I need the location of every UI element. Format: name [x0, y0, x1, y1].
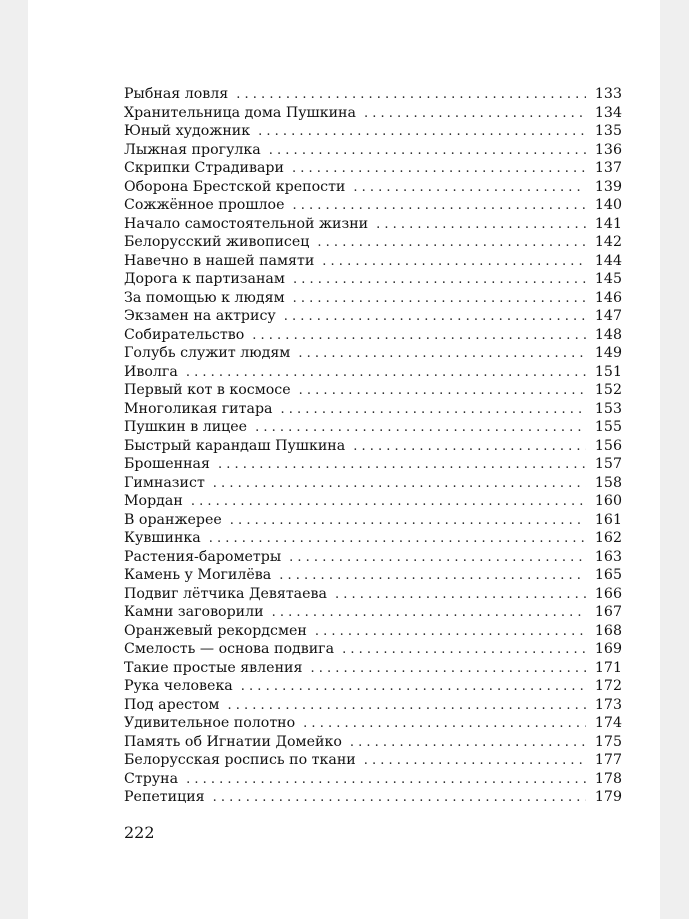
toc-entry	[124, 751, 622, 770]
toc-entry	[124, 714, 622, 733]
toc-entry-page: 147	[594, 308, 622, 324]
dot-leader	[279, 567, 586, 586]
dot-leader	[293, 271, 586, 290]
toc-entry-title: Хранительница дома Пушкина	[124, 104, 356, 121]
toc-entry-title: Собирательство	[124, 326, 245, 343]
dot-leader	[317, 234, 586, 253]
dot-leader	[353, 179, 586, 198]
toc-entry-page: 163	[594, 548, 622, 565]
dot-leader	[255, 419, 586, 438]
dot-leader	[258, 123, 586, 142]
toc-entry-title: Под арестом	[124, 696, 220, 713]
book-page	[28, 0, 660, 919]
toc-entry-page: 172	[594, 678, 622, 694]
toc-entry-title: Струна	[124, 770, 179, 787]
toc-entry	[124, 233, 622, 252]
toc-entry	[124, 603, 622, 622]
dot-leader	[293, 290, 586, 309]
toc-entry	[124, 289, 622, 308]
toc-entry-page: 156	[594, 437, 622, 454]
dot-leader	[292, 160, 586, 179]
toc-entry	[124, 548, 622, 567]
toc-entry-page: 151	[594, 363, 622, 380]
dot-leader	[230, 512, 586, 531]
toc-entry-title: Камни заговорили	[124, 604, 264, 620]
toc-entry-page: 142	[594, 234, 622, 250]
dot-leader	[350, 734, 586, 753]
toc-entry-title: Такие простые явления	[124, 659, 303, 676]
toc-entry-page: 175	[594, 733, 622, 750]
toc-entry-title: Начало самостоятельной жизни	[124, 215, 369, 232]
toc-entry-page: 145	[594, 271, 622, 287]
dot-leader	[213, 475, 586, 494]
toc-entry-page: 148	[594, 326, 622, 343]
toc-entry-page: 178	[594, 770, 622, 787]
toc-entry	[124, 788, 622, 807]
toc-entry	[124, 252, 622, 271]
toc-entry	[124, 770, 622, 789]
dot-leader	[269, 142, 586, 161]
toc-entry	[124, 344, 622, 363]
toc-entry-page: 152	[594, 382, 622, 398]
toc-entry-title: Экзамен на актрису	[124, 308, 276, 324]
toc-entry-page: 139	[594, 178, 622, 195]
toc-entry	[124, 677, 622, 696]
toc-entry-title: Рыбная ловля	[124, 86, 229, 102]
toc-entry	[124, 122, 622, 141]
toc-entry	[124, 659, 622, 678]
toc-entry-title: Навечно в нашей памяти	[124, 252, 315, 269]
dot-leader	[298, 345, 586, 364]
toc-entry-page: 146	[594, 289, 622, 306]
toc-entry-page: 169	[594, 641, 622, 657]
toc-entry-title: Оранжевый рекордсмен	[124, 622, 307, 639]
toc-entry	[124, 455, 622, 474]
toc-entry	[124, 511, 622, 530]
toc-entry-page: 165	[594, 567, 622, 583]
dot-leader	[252, 327, 586, 346]
dot-leader	[186, 771, 586, 790]
dot-leader	[284, 308, 586, 327]
toc-entry-page: 141	[594, 215, 622, 232]
toc-entry-page: 135	[594, 123, 622, 139]
toc-entry	[124, 178, 622, 197]
toc-entry-title: Растения-барометры	[124, 548, 282, 565]
dot-leader	[364, 105, 586, 124]
toc-entry-title: Оборона Брестской крепости	[124, 178, 346, 195]
toc-entry-title: Пушкин в лицее	[124, 419, 248, 435]
toc-entry-title: Репетиция	[124, 789, 205, 805]
toc-entry-title: Быстрый карандаш Пушкина	[124, 437, 346, 454]
toc-entry-title: Скрипки Страдивари	[124, 160, 284, 176]
table-of-contents	[124, 85, 622, 807]
dot-leader	[376, 216, 586, 235]
toc-entry-title: Брошенная	[124, 456, 210, 472]
dot-leader	[281, 401, 587, 420]
dot-leader	[241, 678, 586, 697]
toc-entry	[124, 326, 622, 345]
toc-entry	[124, 696, 622, 715]
toc-entry	[124, 437, 622, 456]
dot-leader	[227, 697, 586, 716]
toc-entry-page: 160	[594, 493, 622, 509]
toc-entry	[124, 363, 622, 382]
toc-entry-title: Кувшинка	[124, 530, 201, 546]
toc-entry-page: 167	[594, 604, 622, 620]
toc-entry	[124, 381, 622, 400]
toc-entry	[124, 104, 622, 123]
dot-leader	[289, 549, 586, 568]
toc-entry-title: Камень у Могилёва	[124, 567, 272, 583]
toc-entry-page: 161	[594, 511, 622, 528]
toc-entry-title: Лыжная прогулка	[124, 141, 261, 158]
toc-entry-title: Белорусский живописец	[124, 234, 310, 250]
toc-entry-page: 177	[594, 752, 622, 768]
toc-entry-page: 171	[594, 659, 622, 676]
toc-entry-title: Рука человека	[124, 678, 233, 694]
toc-entry-title: Подвиг лётчика Девятаева	[124, 585, 327, 602]
toc-entry	[124, 141, 622, 160]
toc-entry	[124, 307, 622, 326]
toc-entry-title: Память об Игнатии Домейко	[124, 733, 342, 750]
toc-entry-title: Первый кот в космосе	[124, 382, 291, 398]
toc-entry-title: В оранжерее	[124, 511, 222, 528]
toc-entry	[124, 215, 622, 234]
toc-entry-title: Многоликая гитара	[124, 400, 273, 417]
toc-entry-page: 166	[594, 585, 622, 602]
dot-leader	[186, 364, 586, 383]
dot-leader	[191, 493, 586, 512]
toc-entry-page: 162	[594, 530, 622, 546]
dot-leader	[310, 660, 586, 679]
dot-leader	[303, 715, 586, 734]
dot-leader	[299, 382, 586, 401]
dot-leader	[213, 789, 586, 808]
toc-entry-page: 155	[594, 419, 622, 435]
toc-entry-page: 136	[594, 141, 622, 158]
toc-entry-page: 153	[594, 400, 622, 417]
toc-entry	[124, 640, 622, 659]
dot-leader	[342, 641, 586, 660]
toc-entry-title: Гимназист	[124, 474, 205, 491]
toc-entry-page: 137	[594, 160, 622, 176]
toc-entry-title: За помощью к людям	[124, 289, 285, 306]
toc-entry-page: 157	[594, 456, 622, 472]
toc-entry-page: 174	[594, 715, 622, 731]
toc-entry-page: 133	[594, 86, 622, 102]
toc-entry-title: Сожжённое прошлое	[124, 197, 285, 213]
toc-entry	[124, 622, 622, 641]
toc-entry	[124, 474, 622, 493]
toc-entry	[124, 418, 622, 437]
toc-entry	[124, 585, 622, 604]
toc-entry	[124, 492, 622, 511]
toc-entry-title: Белорусская роспись по ткани	[124, 752, 356, 768]
toc-entry-title: Юный художник	[124, 123, 251, 139]
toc-entry	[124, 270, 622, 289]
toc-entry-title: Удивительное полотно	[124, 715, 296, 731]
dot-leader	[292, 197, 586, 216]
toc-entry-page: 168	[594, 622, 622, 639]
toc-entry-title: Иволга	[124, 363, 178, 380]
toc-entry	[124, 733, 622, 752]
toc-entry	[124, 196, 622, 215]
dot-leader	[272, 604, 586, 623]
dot-leader	[322, 253, 586, 272]
toc-entry	[124, 566, 622, 585]
toc-entry-page: 158	[594, 474, 622, 491]
toc-entry-page: 140	[594, 197, 622, 213]
toc-entry-title: Голубь служит людям	[124, 345, 291, 361]
dot-leader	[209, 530, 586, 549]
toc-entry-page: 144	[594, 252, 622, 269]
dot-leader	[218, 456, 586, 475]
toc-entry	[124, 159, 622, 178]
dot-leader	[236, 86, 586, 105]
dot-leader	[335, 586, 586, 605]
toc-entry-title: Смелость — основа подвига	[124, 641, 335, 657]
toc-entry-page: 149	[594, 345, 622, 361]
toc-entry-page: 179	[594, 789, 622, 805]
page-number: 222	[124, 823, 155, 842]
toc-entry-page: 134	[594, 104, 622, 121]
toc-entry-page: 173	[594, 696, 622, 713]
toc-entry-title: Дорога к партизанам	[124, 271, 285, 287]
toc-entry	[124, 85, 622, 104]
toc-entry	[124, 400, 622, 419]
dot-leader	[364, 752, 586, 771]
dot-leader	[315, 623, 586, 642]
toc-entry	[124, 529, 622, 548]
toc-entry-title: Мордан	[124, 493, 183, 509]
dot-leader	[353, 438, 586, 457]
